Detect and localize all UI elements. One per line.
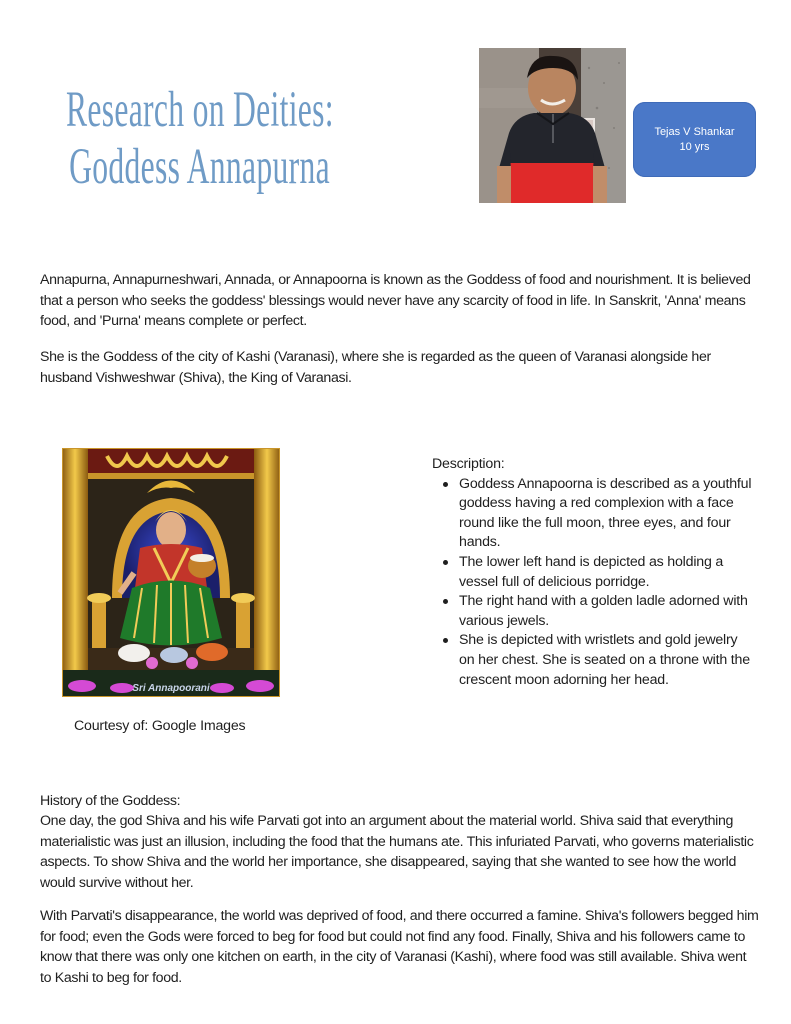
image-caption: Courtesy of: Google Images — [74, 718, 246, 734]
bullet-icon — [443, 599, 448, 604]
author-name-box — [633, 102, 756, 177]
goddess-illustration — [62, 448, 280, 697]
bullet-icon — [443, 482, 448, 487]
description-section — [432, 455, 752, 690]
goddess-annapurna-image — [62, 448, 280, 697]
history-paragraph-2: With Parvati's disappearance, the world was deprived of food, and there occurred a famine. Shiva's followers begged him for food; even the Gods were forced to beg for food but could not find any food. Finally, Shiva and his followers came to know that there was only one kitchen on earth, in the city of Varanasi (Kashi), where food was still available. Shiva went to Kashi to beg for food. — [40, 908, 759, 986]
description-item-text: The lower left hand is depicted as holding a vessel full of delicious porridge. — [459, 553, 724, 590]
description-item — [459, 553, 752, 592]
bullet-icon — [443, 560, 448, 565]
image-overlay-text: Sri Annapoorani — [132, 683, 210, 694]
description-item-text: Goddess Annapoorna is described as a youthful goddess having a red complexion with a face round like the full moon, three eyes, and four hands. — [459, 475, 752, 551]
title-line-1: Research on Deities: — [66, 82, 334, 138]
description-item — [459, 475, 752, 553]
title-line-2: Goddess Annapurna — [69, 139, 330, 195]
description-item — [459, 592, 752, 631]
description-list — [432, 475, 752, 691]
bullet-icon — [443, 638, 448, 643]
author-photo — [479, 48, 626, 203]
description-item-text: The right hand with a golden ladle adorned with various jewels. — [459, 593, 748, 629]
author-age: 10 yrs — [679, 140, 710, 153]
description-heading: Description: — [432, 456, 505, 472]
description-item-text: She is depicted with wristlets and gold jewelry on her chest. She is seated on a throne with the crescent moon adorning her head. — [459, 632, 750, 688]
history-heading: History of the Goddess: — [40, 793, 181, 809]
page-title — [66, 82, 334, 196]
intro-paragraph-1: Annapurna, Annapurneshwari, Annada, or Annapoorna is known as the Goddess of food and nourishment. It is believed that a person who seeks the goddess' blessings would never have any scarcity of food in life. In Sanskrit, 'Anna' means food, and 'Purna' means complete or perfect. — [40, 272, 751, 329]
intro-paragraph-2: She is the Goddess of the city of Kashi (Varanasi), where she is regarded as the queen of Varanasi alongside her husband Vishweshwar (Shiva), the King of Varanasi. — [40, 349, 711, 386]
author-name: Tejas V Shankar — [654, 125, 735, 138]
boy-portrait-image — [479, 48, 626, 203]
history-paragraph-1: One day, the god Shiva and his wife Parvati got into an argument about the material world. Shiva said that everything materialistic was just an illusion, including the food that the humans ate. This infuriated Parvati, who governs materialistic aspects. To show Shiva and the world her importance, she disappeared, saying that she wanted to see how the world would survive without her. — [40, 813, 754, 891]
description-item — [459, 631, 752, 690]
